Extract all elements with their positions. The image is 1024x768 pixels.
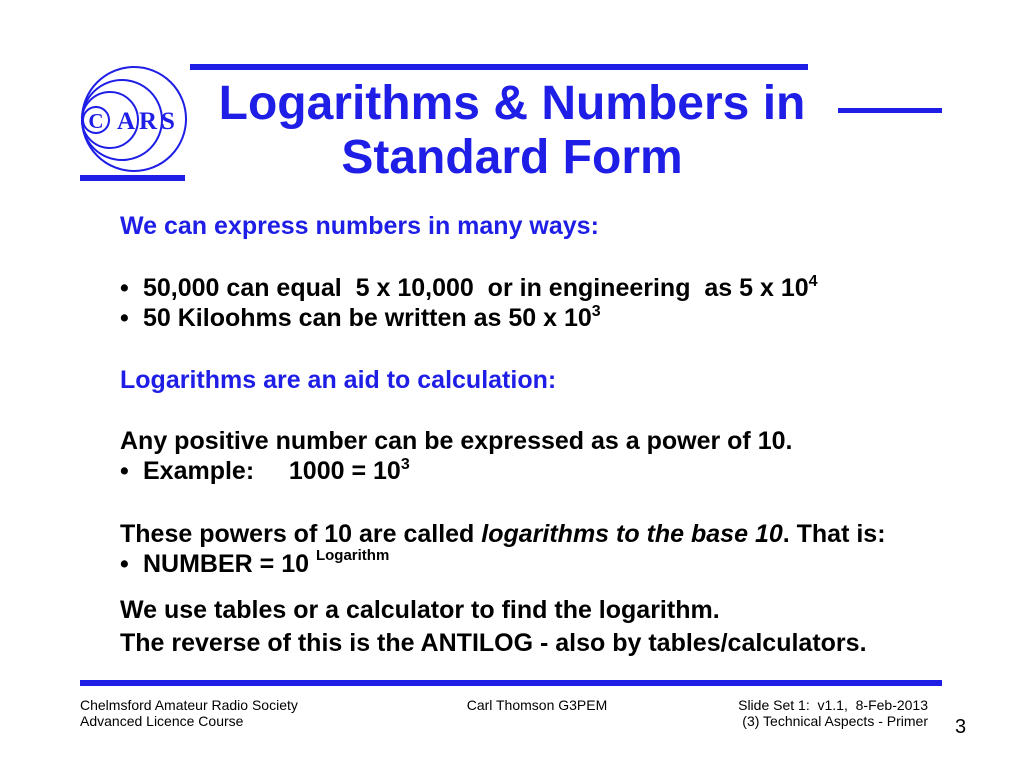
- intro-heading-text: We can express numbers in many ways:: [120, 212, 599, 240]
- aid-heading: [120, 365, 556, 395]
- footer-course: Advanced Licence Course: [80, 713, 244, 729]
- bottom-divider: [80, 680, 942, 686]
- number-formula-text: NUMBER = 10: [143, 550, 316, 578]
- number-formula-bullet: [120, 549, 389, 583]
- page-number: 3: [955, 716, 967, 738]
- power-statement: [120, 426, 792, 456]
- footer-society: Chelmsford Amateur Radio Society: [80, 697, 298, 713]
- intro-heading: [120, 211, 599, 241]
- bullet-text: 50 Kiloohms can be written as 50 x 10: [143, 304, 592, 332]
- example-superscript: 3: [400, 456, 410, 473]
- powers-sentence-before: These powers of 10 are called: [120, 520, 482, 548]
- bullet-item: [120, 273, 818, 307]
- logo-letter-a: A: [116, 108, 136, 135]
- bullet-marker: •: [120, 457, 129, 485]
- logo-letter-r: R: [138, 108, 158, 135]
- footer-topic: (3) Technical Aspects - Primer: [742, 713, 928, 729]
- bullet-item: [120, 303, 601, 337]
- antilog-note-text: The reverse of this is the ANTILOG - also by tables/calculators.: [120, 629, 867, 657]
- example-text: Example: 1000 = 10: [143, 457, 401, 485]
- footer-slide-set: Slide Set 1: v1.1, 8-Feb-2013: [738, 697, 928, 713]
- bullet-superscript: 3: [591, 303, 601, 320]
- example-bullet: [120, 456, 410, 490]
- bullet-superscript: 4: [808, 273, 818, 290]
- bullet-marker: •: [120, 304, 129, 332]
- slide-title-line-2: Standard Form: [341, 131, 683, 184]
- bullet-marker: •: [120, 550, 129, 578]
- logo-letter-c: C: [88, 109, 104, 133]
- tables-note: [120, 595, 720, 625]
- footer-author: Carl Thomson G3PEM: [466, 697, 608, 713]
- bullet-marker: •: [120, 274, 129, 302]
- tables-note-text: We use tables or a calculator to find the logarithm.: [120, 596, 720, 624]
- powers-sentence: [120, 519, 886, 549]
- powers-sentence-italic: logarithms to the base 10: [481, 520, 783, 548]
- logo-letter-s: S: [161, 108, 175, 135]
- slide-title-line-1: Logarithms & Numbers in: [218, 77, 806, 130]
- top-divider: [190, 64, 808, 70]
- power-statement-text: Any positive number can be expressed as a power of 10.: [120, 427, 793, 455]
- antilog-note: [120, 628, 867, 658]
- aid-heading-text: Logarithms are an aid to calculation:: [120, 366, 557, 394]
- powers-sentence-after: . That is:: [782, 520, 886, 548]
- number-formula-superscript: Logarithm: [315, 547, 390, 564]
- bullet-text: 50,000 can equal 5 x 10,000 or in engineering as 5 x 10: [143, 274, 809, 302]
